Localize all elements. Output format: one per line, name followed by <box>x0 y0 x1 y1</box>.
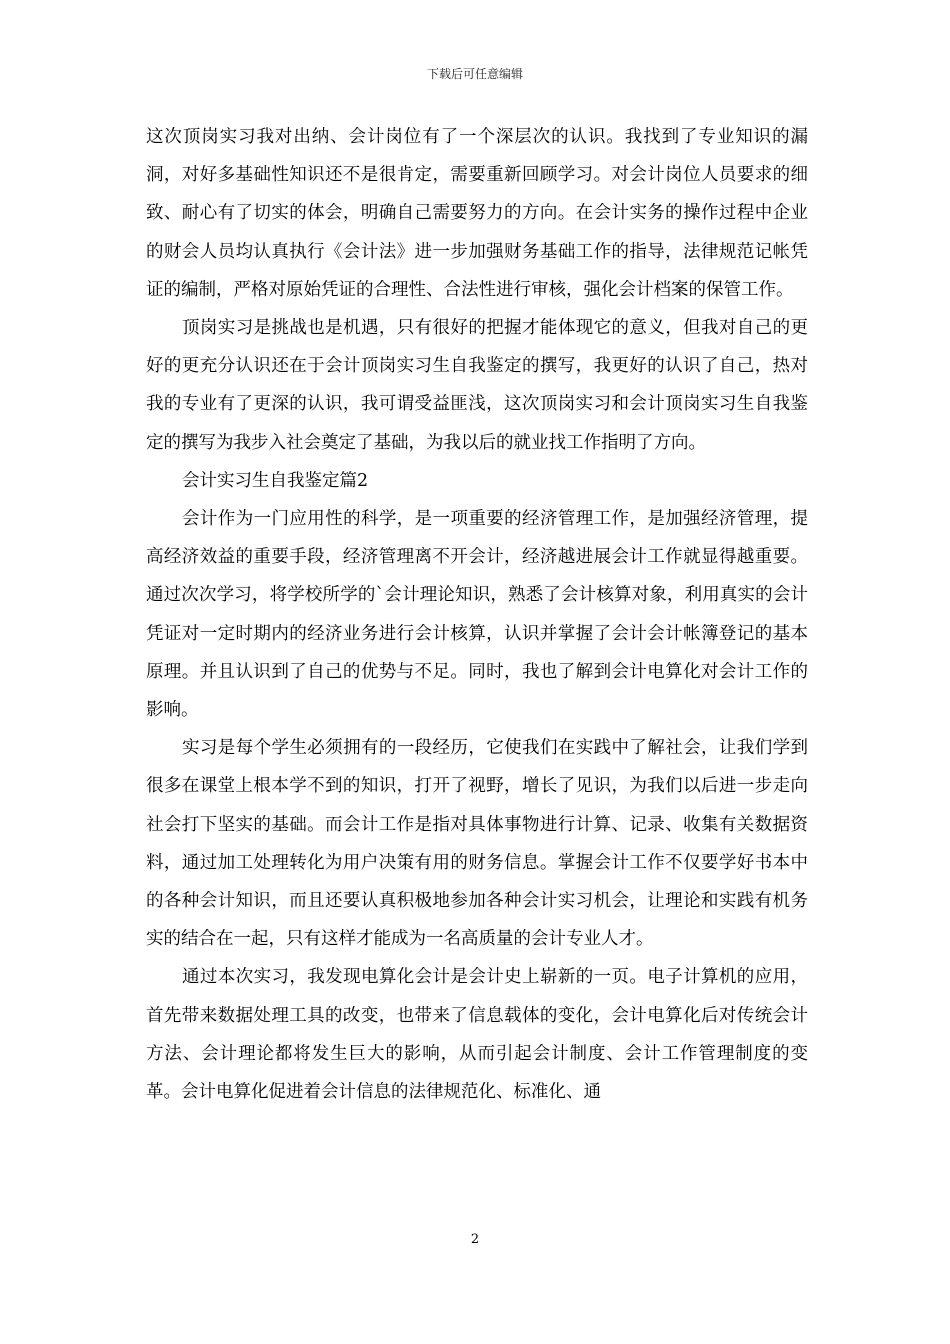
paragraph: 顶岗实习是挑战也是机遇，只有很好的把握才能体现它的意义，但我对自己的更好的更充分认识还在于会计顶岗实习生自我鉴定的撰写，我更好的认识了自己，热对我的专业有了更深的认识，我可谓受益匪浅，这次顶岗实习和会计顶岗实习生自我鉴定的撰写为我步入社会奠定了基础，为我以后的就业找工作指明了方向。 <box>146 318 808 453</box>
section-heading: 会计实习生自我鉴定篇2 <box>182 470 369 491</box>
paragraph: 实习是每个学生必须拥有的一段经历，它使我们在实践中了解社会，让我们学到很多在课堂上根本学不到的知识，打开了视野，增长了见识，为我们以后进一步走向社会打下坚实的基础。而会计工作是指对具体事物进行计算、记录、收集有关数据资料，通过加工处理转化为用户决策有用的财务信息。掌握会计工作不仅要学好书本中的各种会计知识，而且还要认真积极地参加各种会计实习机会，让理论和实践有机务实的结合在一起，只有这样才能成为一名高质量的会计专业人才。 <box>146 738 808 950</box>
page-number: 2 <box>470 1232 480 1247</box>
paragraph: 通过本次实习，我发现电算化会计是会计史上崭新的一页。电子计算机的应用，首先带来数据处理工具的改变，也带来了信息载体的变化，会计电算化后对传统会计方法、会计理论都将发生巨大的影响，从而引起会计制度、会计工作管理制度的变革。会计电算化促进着会计信息的法律规范化、标准化、通 <box>146 967 808 1103</box>
paragraph: 这次顶岗实习我对出纳、会计岗位有了一个深层次的认识。我找到了专业知识的漏洞，对好多基础性知识还不是很肯定，需要重新回顾学习。对会计岗位人员要求的细致、耐心有了切实的体会，明确自己需要努力的方向。在会计实务的操作过程中企业的财会人员均认真执行《会计法》进一步加强财务基础工作的指导，法律规范记帐凭证的编制，严格对原始凭证的合理性、合法性进行审核，强化会计档案的保管工作。 <box>146 127 808 300</box>
paragraph: 会计作为一门应用性的科学，是一项重要的经济管理工作，是加强经济管理，提高经济效益的重要手段，经济管理离不开会计，经济越进展会计工作就显得越重要。通过次次学习，将学校所学的`会计理论知识，熟悉了会计核算对象，利用真实的会计凭证对一定时期内的经济业务进行会计核算，认识并掌握了会计会计帐簿登记的基本原理。并且认识到了自己的优势与不足。同时，我也了解到会计电算化对会计工作的影响。 <box>146 509 808 721</box>
document-body <box>146 118 808 1111</box>
page-header: 下载后可任意编辑 <box>426 67 523 81</box>
